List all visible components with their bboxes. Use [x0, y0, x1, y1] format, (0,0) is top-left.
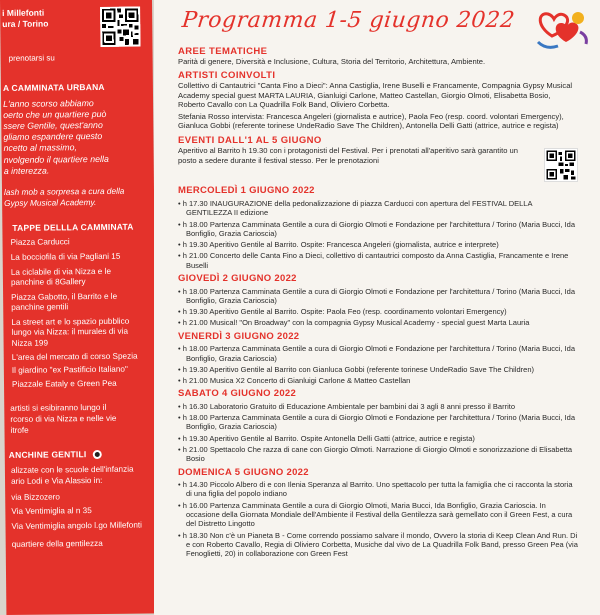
- list-item: • h 19.30 Aperitivo Gentile al Barrito. Ospite Antonella Delli Gatti (attrice, autrice e regista): [178, 433, 475, 443]
- list-item: panchine gentili: [11, 302, 69, 313]
- list-item: quartiere della gentilezza: [11, 539, 103, 550]
- list-item: Via Ventimiglia al n 35: [11, 506, 92, 517]
- prenotarsi-text: prenotarsi su: [8, 53, 55, 63]
- camminata-heading: A CAMMINATA URBANA: [2, 81, 105, 93]
- panchine-heading: ANCHINE GENTILI: [7, 449, 157, 461]
- day-section: [178, 273, 578, 328]
- day-title: GIOVEDÌ 2 GIUGNO 2022: [178, 273, 297, 285]
- list-item: • h 19.30 Aperitivo Gentile al Barrito con Gianluca Gobbi (referente torinese UndeRadio Save The Children): [178, 364, 535, 374]
- aree-text: Parità di genere, Diversità e Inclusione, Cultura, Storia del Territorio, Architettura, Ambiente.: [178, 57, 486, 66]
- qr-code-icon[interactable]: [100, 7, 140, 47]
- list-item: La ciclabile di via Nizza e le: [10, 266, 112, 277]
- day-section: [178, 467, 578, 559]
- list-item: • h 18.30 Non c'è un Pianeta B - Come correndo possiamo salvare il mondo, Ovvero la storia di Keep Clean And Run. Di e con Roberto Cavallo, Regia di Oliviero Corbetta, Musiche dal vivo de La Quadrilla Folk Band, presso Green Pea (via Fenoglietti, 20) in collaborazione con Green Fest: [178, 530, 578, 559]
- camminata-text: L'anno scorso abbiamo oerto che un quartiere può ssere Gentile, quest'anno gliamo espandere questo ncetto al massimo, nvolgendo il quartiere nella a interezza.: [3, 97, 109, 176]
- left-header: [0, 0, 153, 64]
- tappe-list: [4, 237, 156, 391]
- eventi-heading: EVENTI DALL'1 AL 5 GIUGNO: [178, 135, 322, 147]
- eventi-text: Aperitivo al Barrito h 19.30 con i protagonisti del Festival. Per i prenotati all'aperitivo sarà garantito un posto a sedere durante il festival stesso. Per le prenotazioni: [178, 146, 518, 165]
- artisti-heading: ARTISTI COINVOLTI: [178, 70, 276, 82]
- list-item: • h 18.00 Partenza Camminata Gentile a cura di Giorgio Olmoti e Fondazione per l'architettura / Torino (Maria Bucci, Ida Bonfiglio, Grazia Carioscia): [178, 413, 576, 432]
- list-item: • h 21.00 Concerto delle Canta Fino a Dieci, collettivo di cantautrici composto da Anna Castiglia, Francamente e Irene Buselli: [178, 251, 569, 270]
- list-item: La street art e lo spazio pubblico: [11, 316, 130, 327]
- address-line-2: ura / Torino: [2, 18, 49, 29]
- list-item: La bocciofila di via Pagliani 15: [10, 251, 121, 262]
- program-panel: [154, 0, 600, 615]
- list-item: • h 21.00 Musica X2 Concerto di Gianluigi Carlone & Matteo Castellan: [178, 376, 411, 386]
- artisti-note: artisti si esibiranno lungo il rcorso di via Nizza e nelle vie itrofe: [10, 403, 117, 435]
- list-item: • h 19.30 Aperitivo Gentile al Barrito. Ospite: Paola Feo (resp. coordinamento volontari Emergency): [178, 307, 507, 317]
- list-item: Piazzale Eataly e Green Pea: [11, 378, 117, 389]
- list-item: lungo via Nizza: il murales di via: [11, 327, 129, 338]
- interviste-text: Stefania Rosso intervista: Francesca Angeleri (giornalista e autrice), Paola Feo (resp. coord. volontari Emergency), Gianluca Gobbi (referente torinese UndeRadio Save The Children), Antonella Delli Gatti (attrice, autrice e regista): [178, 111, 564, 131]
- list-item: • h 18.00 Partenza Camminata Gentile a cura di Giorgio Olmoti e Fondazione per l'architettura / Torino (Maria Bucci, Ida Bonfiglio, Grazia Carioscia): [178, 286, 576, 305]
- qr-code-icon[interactable]: [544, 148, 578, 182]
- list-item: • h 16.00 Partenza Camminata Gentile a cura di Giorgio Olmoti, Maria Bucci, Ida Bonfiglio, Grazia Carioscia. In occasione della Giornata Mondiale dell'Ambiente il Festival della Gentilezza sarà gemellato con il Green Fest, a cura del Distretto Lingotto: [178, 500, 573, 529]
- list-item: • h 16.30 Laboratorio Gratuito di Educazione Ambientale per bambini dai 3 agli 8 anni presso il Barrito: [178, 401, 515, 411]
- day-section: [178, 331, 578, 386]
- list-item: Il giardino "ex Pastificio Italiano": [11, 364, 128, 376]
- list-item: via Bizzozero: [11, 492, 60, 502]
- flash-mob-text: lash mob a sorpresa a cura della Gypsy Musical Academy.: [3, 185, 125, 209]
- day-section: [178, 388, 578, 463]
- list-item: • h 19.30 Aperitivo Gentile al Barrito. Ospite: Francesca Angeleri (giornalista, autrice e interprete): [178, 240, 499, 250]
- tappe-heading: TAPPE DELLLA CAMMINATA: [12, 221, 134, 234]
- list-item: Nizza 199: [11, 338, 49, 348]
- day-title: DOMENICA 5 GIUGNO 2022: [178, 466, 309, 478]
- days-list: [178, 185, 578, 558]
- artisti-text: Collettivo di Cantautrici "Canta Fino a Dieci": Anna Castiglia, Irene Buselli e Francamente, Compagnia Gypsy Musical Academy special guest MARTA LAURIA, Gianluigi Carlone, Matteo Castellan, Giorgio Olmoti, Elisabetta Bosio, Roberto Cavallo con La Quadrilla Folk Band, Oliviero Corbetta.: [178, 81, 573, 110]
- day-section: [178, 185, 578, 270]
- day-title: SABATO 4 GIUGNO 2022: [178, 388, 297, 400]
- address-line-1: i Millefonti: [2, 7, 45, 18]
- list-item: • h 21.00 Spettacolo Che razza di cane con Giorgio Olmoti. Narrazione di Giorgio Olmoti e sonorizzazione di Elisabetta Bosio: [178, 445, 573, 464]
- list-item: panchine di 8Gallery: [10, 277, 86, 288]
- list-item: • h 18.00 Partenza Camminata Gentile a cura di Giorgio Olmoti e Fondazione per l'architettura / Torino (Maria Bucci, Ida Bonfiglio, Grazia Carioscia): [178, 219, 576, 238]
- list-item: • h 18.00 Partenza Camminata Gentile a cura di Giorgio Olmoti e Fondazione per l'architettura / Torino (Maria Bucci, Ida Bonfiglio, Grazia Carioscia): [178, 344, 576, 363]
- aree-heading: AREE TEMATICHE: [178, 46, 268, 57]
- list-item: Via Ventimiglia angolo l.go Millefonti: [11, 520, 143, 531]
- list-item: Piazza Gabotto, il Barrito e le: [11, 291, 118, 302]
- day-title: VENERDÌ 3 GIUGNO 2022: [178, 330, 300, 342]
- left-panel: [0, 0, 158, 615]
- list-item: • h 17.30 INAUGURAZIONE della pedonalizzazione di piazza Carducci con apertura del FESTIVAL DELLA GENTILEZZA II edizione: [178, 198, 533, 218]
- list-item: • h 14.30 Piccolo Albero di e con Ilenia Speranza al Barrito. Uno spettacolo per tutta la famiglia che ci racconta la storia di una figlia del popolo indiano: [178, 480, 573, 499]
- day-title: MERCOLEDÌ 1 GIUGNO 2022: [178, 185, 315, 197]
- page-title: Programma 1-5 giugno 2022: [180, 8, 517, 33]
- circle-icon: [92, 450, 101, 459]
- list-item: Piazza Carducci: [10, 237, 70, 248]
- panchine-list: alizzate con le scuole dell'infanzia ario Lodi e Via Alassio in: via Bizzozero Via Ventimiglia al n 35 Via Ventimiglia angolo l.go Millefonti quartiere della gentilezza: [7, 465, 158, 551]
- list-item: L'area del mercato di corso Spezia: [11, 351, 138, 362]
- list-item: • h 21.00 Musical! "On Broadway" con la compagnia Gypsy Musical Academy - special guest Marta Lauria: [178, 318, 530, 328]
